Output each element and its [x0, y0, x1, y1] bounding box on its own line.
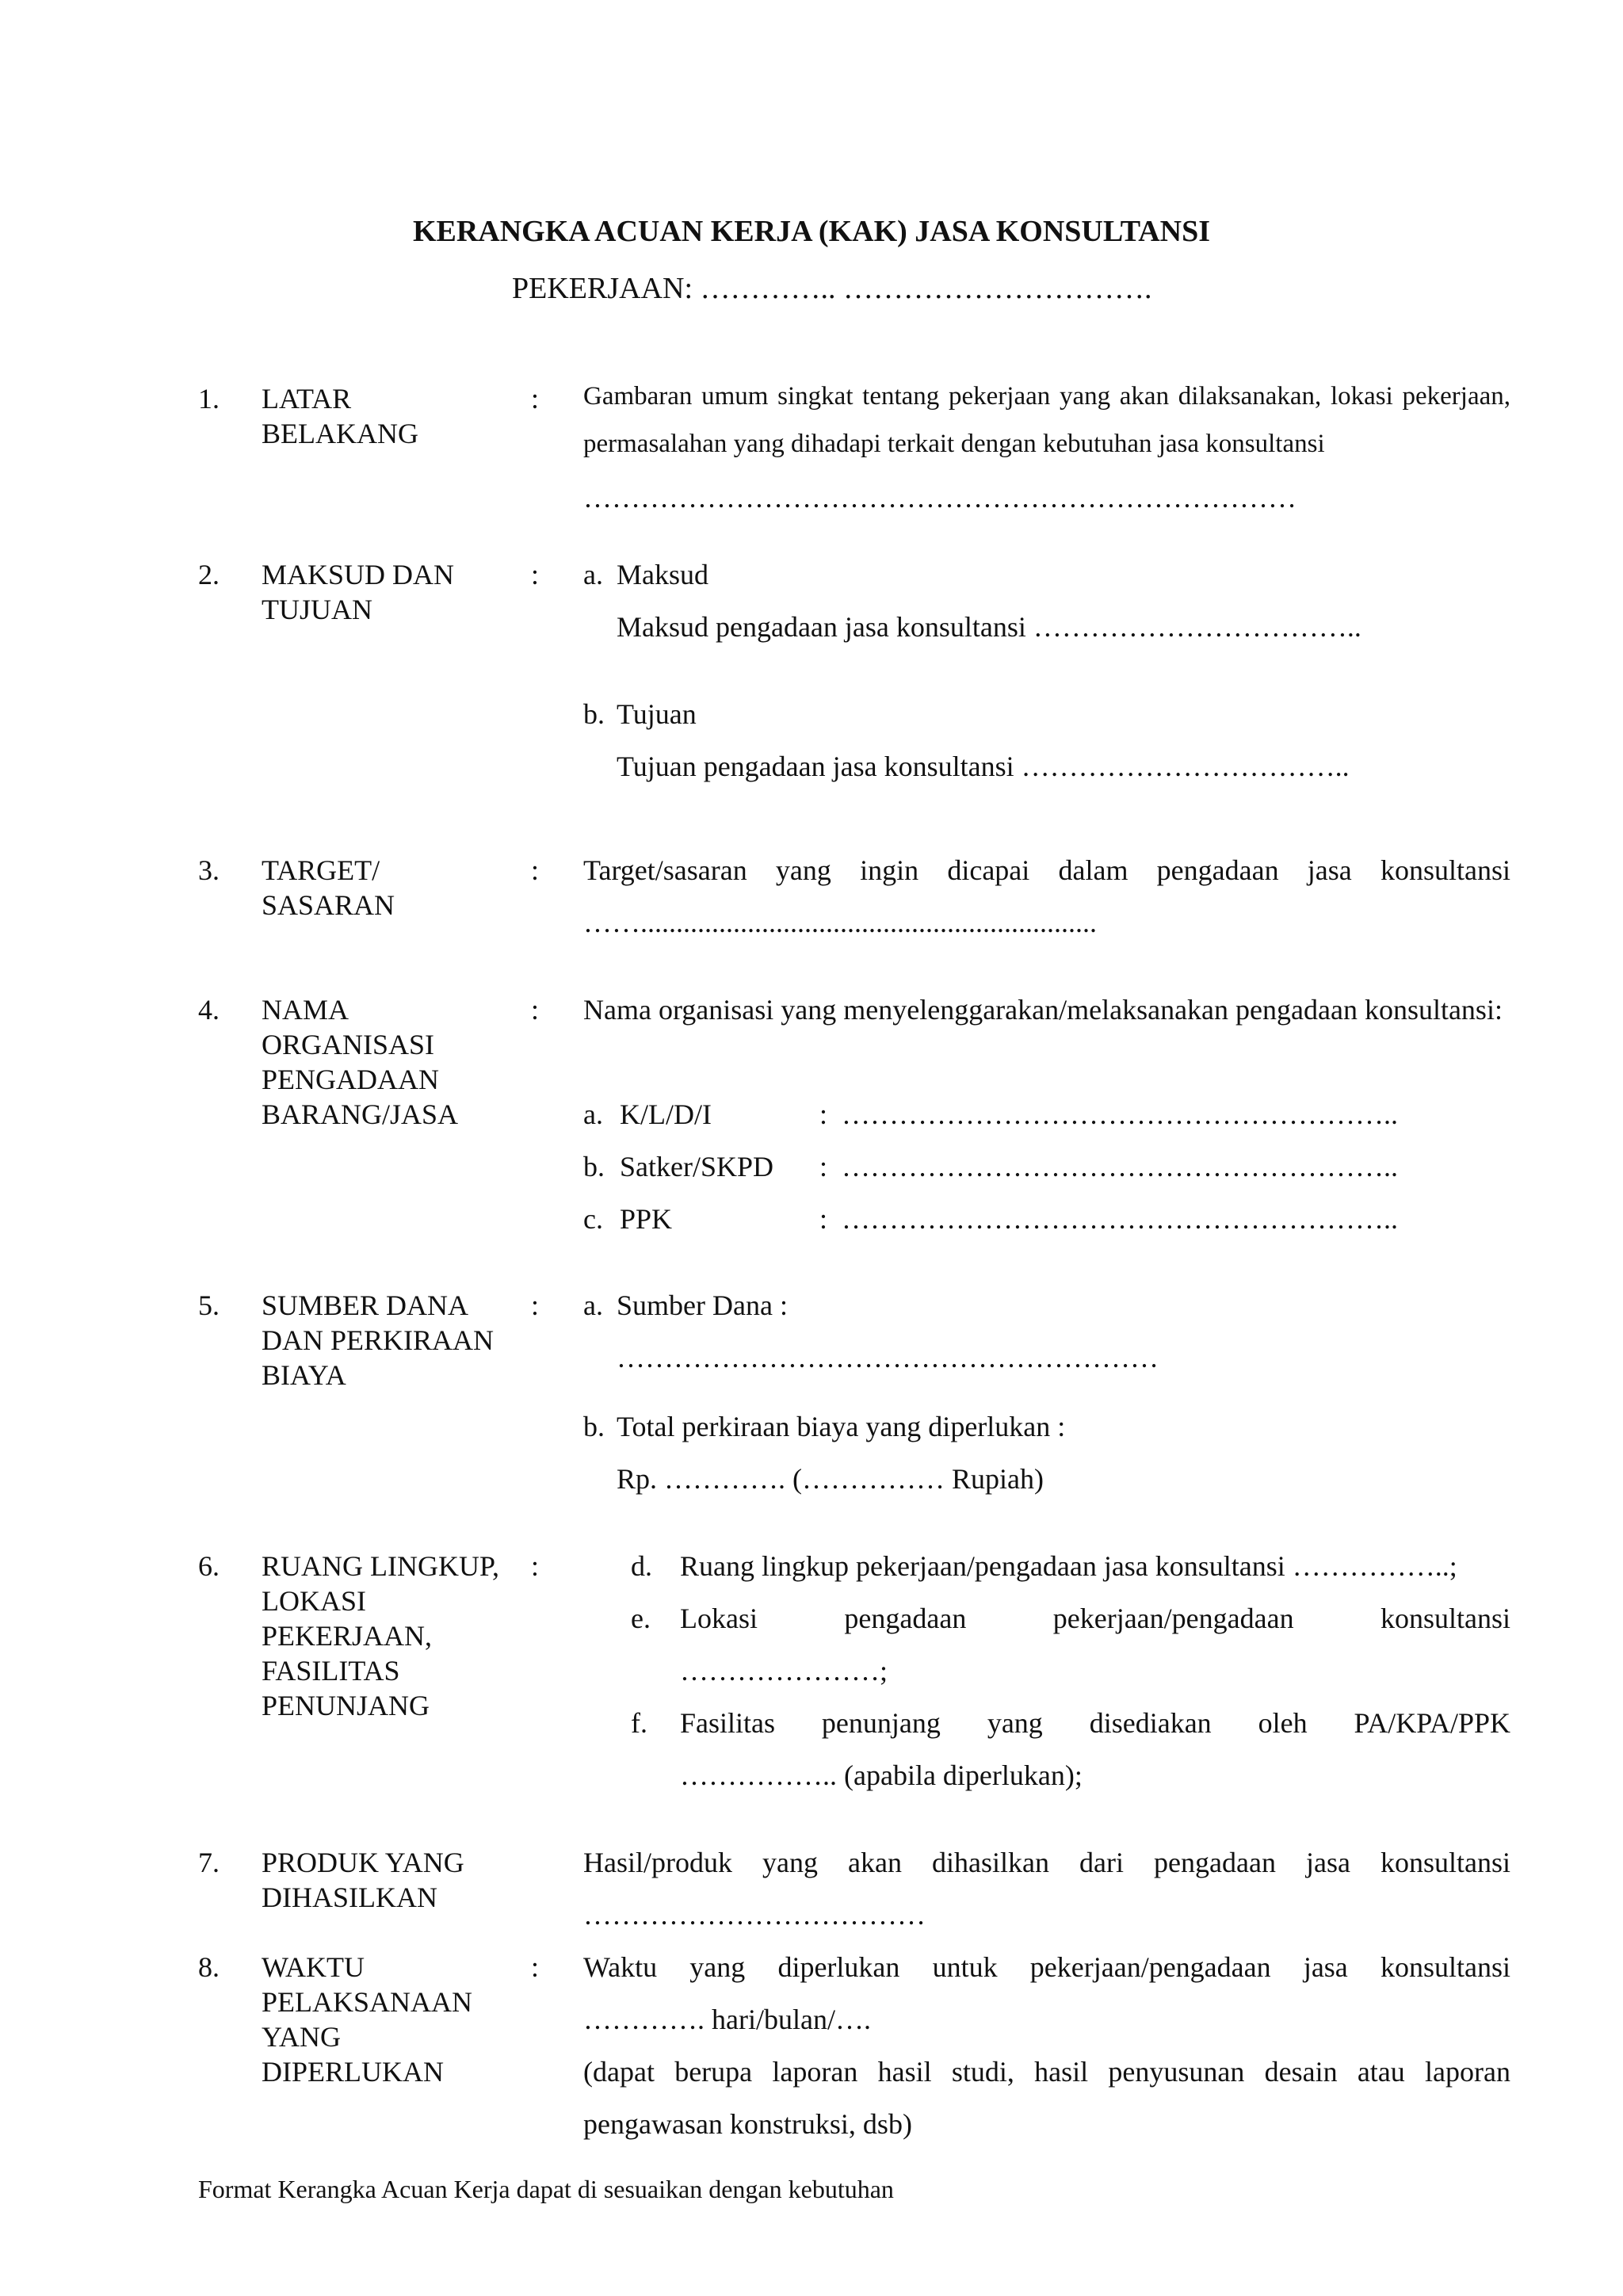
section-4-item-c-marker: c.: [583, 1203, 603, 1235]
section-5-a-dots: …………………………………………………: [617, 1342, 1159, 1373]
section-6-f-text: Fasilitas penunjang yang disediakan oleh PA/KPA/PPK: [680, 1707, 1510, 1739]
section-4-item-c-value: …………………………………………………..: [842, 1203, 1398, 1235]
section-4-item-b-marker: b.: [583, 1151, 605, 1182]
footer-note: Format Kerangka Acuan Kerja dapat di sesuaikan dengan kebutuhan: [198, 2175, 894, 2203]
section-5-b-title: Total perkiraan biaya yang diperlukan :: [617, 1411, 1066, 1442]
section-5-a-title: Sumber Dana :: [617, 1289, 788, 1321]
section-1-colon: :: [531, 383, 540, 415]
section-6-colon: :: [531, 1550, 540, 1582]
section-2-b-text: Tujuan pengadaan jasa konsultansi ……………………………..: [617, 751, 1350, 782]
section-6-e-dots: …………………;: [680, 1655, 888, 1687]
document-subtitle: PEKERJAAN: ………….. ………………………….: [512, 272, 1152, 305]
section-7-label: PRODUK YANG DIHASILKAN: [262, 1847, 464, 1913]
section-4-item-a-value: …………………………………………………..: [842, 1098, 1398, 1130]
section-5-b-marker: b.: [583, 1411, 605, 1442]
section-8-number: 8.: [198, 1951, 220, 1983]
section-4-item-a-marker: a.: [583, 1098, 603, 1130]
section-3-number: 3.: [198, 854, 220, 886]
section-8-label: WAKTU PELAKSANAAN YANG DIPERLUKAN: [262, 1951, 473, 2088]
section-4-item-a-sep: :: [819, 1098, 828, 1130]
section-2-a-text: Maksud pengadaan jasa konsultansi ……………………………..: [617, 611, 1361, 643]
section-6-e-text: Lokasi pengadaan pekerjaan/pengadaan konsultansi: [680, 1603, 1510, 1634]
section-8-dots: …………. hari/bulan/….: [583, 2004, 871, 2035]
section-2-a-marker: a.: [583, 559, 603, 590]
section-6-d-text: Ruang lingkup pekerjaan/pengadaan jasa konsultansi ……………..;: [680, 1550, 1457, 1582]
section-6-number: 6.: [198, 1550, 220, 1582]
section-6-f-marker: f.: [631, 1707, 647, 1739]
section-6-e-marker: e.: [631, 1603, 651, 1634]
section-7-dots: ………………………………: [583, 1899, 926, 1931]
section-1-number: 1.: [198, 383, 220, 415]
section-4-item-a-name: K/L/D/I: [620, 1098, 712, 1130]
section-4-item-c-sep: :: [819, 1203, 828, 1235]
section-1-text: [583, 372, 1510, 468]
section-2-colon: :: [531, 559, 540, 590]
section-4-item-b-sep: :: [819, 1151, 828, 1182]
section-4-item-b-name: Satker/SKPD: [620, 1151, 774, 1182]
section-6-d-marker: d.: [631, 1550, 652, 1582]
section-4-item-b-value: …………………………………………………..: [842, 1151, 1398, 1182]
section-5-colon: :: [531, 1289, 540, 1321]
section-8-colon: :: [531, 1951, 540, 1983]
section-1-label: LATAR BELAKANG: [262, 383, 418, 449]
document-title: KERANGKA ACUAN KERJA (KAK) JASA KONSULTANSI: [412, 215, 1211, 248]
section-4-item-c-name: PPK: [620, 1203, 673, 1235]
section-3-colon: :: [531, 854, 540, 886]
section-5-b-text: Rp. …………. (…………… Rupiah): [617, 1463, 1044, 1495]
section-1-description: Gambaran umum singkat tentang pekerjaan yang akan dilaksanakan, lokasi pekerjaan, permasalahan yang dihadapi terkait dengan kebutuhan jasa konsultansi: [583, 382, 1510, 458]
section-8-text: Waktu yang diperlukan untuk pekerjaan/pengadaan jasa konsultansi: [583, 1951, 1510, 1983]
section-7-text: Hasil/produk yang akan dihasilkan dari pengadaan jasa konsultansi: [583, 1847, 1510, 1878]
section-7-number: 7.: [198, 1847, 220, 1878]
section-4-number: 4.: [198, 994, 220, 1026]
section-5-number: 5.: [198, 1289, 220, 1321]
section-2-number: 2.: [198, 559, 220, 590]
section-5-a-marker: a.: [583, 1289, 603, 1321]
section-3-dots: ……................................................................: [583, 907, 1097, 938]
section-3-label: TARGET/ SASARAN: [262, 854, 395, 921]
section-3-text: Target/sasaran yang ingin dicapai dalam pengadaan jasa konsultansi: [583, 854, 1510, 886]
section-6-f-dots: …………….. (apabila diperlukan);: [680, 1759, 1083, 1791]
section-8-note: (dapat berupa laporan hasil studi, hasil penyusunan desain atau laporan pengawasan konstruksi, dsb): [583, 2056, 1510, 2140]
section-2-label: MAKSUD DAN TUJUAN: [262, 559, 455, 625]
section-4-colon: :: [531, 994, 540, 1026]
section-6-label: RUANG LINGKUP, LOKASI PEKERJAAN, FASILITAS PENUNJANG: [262, 1550, 500, 1721]
section-2-b-title: Tujuan: [617, 698, 697, 730]
section-1-dots: …………………………………………………………………: [583, 482, 1296, 514]
section-4-label: NAMA ORGANISASI PENGADAAN BARANG/JASA: [262, 994, 459, 1130]
section-2-a-title: Maksud: [617, 559, 708, 590]
section-5-label: SUMBER DANA DAN PERKIRAAN BIAYA: [262, 1289, 495, 1391]
section-2-b-marker: b.: [583, 698, 605, 730]
section-4-text: Nama organisasi yang menyelenggarakan/melaksanakan pengadaan konsultansi:: [583, 994, 1503, 1026]
